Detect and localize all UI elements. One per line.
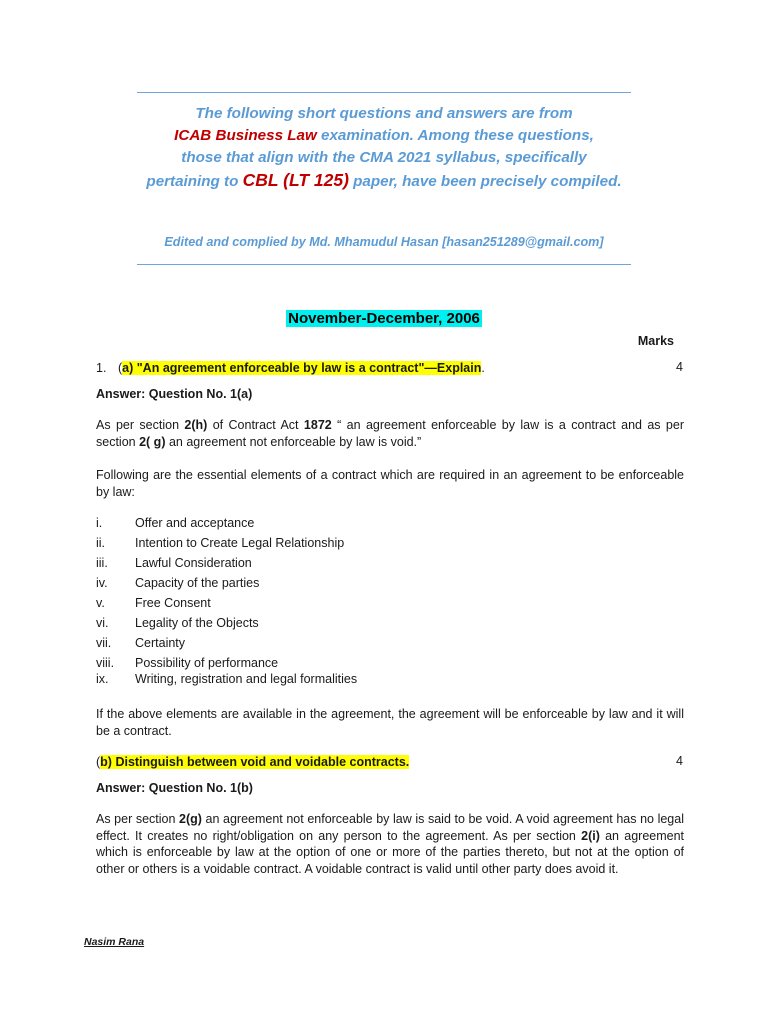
answer-1a-paragraph-1 (96, 417, 684, 450)
footer-author: Nasim Rana (84, 936, 145, 948)
question-1b (96, 754, 409, 771)
question-1b-text: b) Distinguish between void and voidable contracts. (100, 755, 410, 769)
answer-1a-paragraph-2: Following are the essential elements of a contract which are required in an agreement to be enforceable by law: (96, 468, 684, 499)
list-item-number: viii. (96, 656, 115, 670)
session-heading (0, 310, 768, 328)
question-1b-paren: ( (96, 755, 101, 769)
intro-line-3: those that align with the CMA 2021 syllabus, specifically (181, 149, 587, 166)
list-item-text: Offer and acceptance (135, 516, 255, 530)
text-run: an agreement not enforceable by law is void.” (165, 434, 422, 449)
edited-by-credit: Edited and complied by Md. Mhamudul Hasan [hasan251289@gmail.com] (164, 235, 604, 249)
question-1a-marks: 4 (676, 360, 683, 374)
list-item-number: iii. (96, 556, 108, 570)
question-1a (118, 360, 485, 377)
act-year: 1872 (303, 418, 332, 432)
list-item-text: Legality of the Objects (135, 616, 259, 630)
list-item-text: Capacity of the parties (135, 576, 260, 590)
intro-line-4-post: paper, have been precisely compiled. (348, 173, 622, 190)
session-label: November-December, 2006 (288, 310, 480, 327)
answer-1b-heading: Answer: Question No. 1(b) (96, 781, 253, 795)
intro-line-4-pre: pertaining to (146, 173, 243, 190)
marks-column-header: Marks (637, 334, 674, 348)
question-1a-period: . (481, 361, 485, 375)
list-item-number: vi. (96, 616, 109, 630)
section-ref: 2(g) (179, 812, 202, 826)
list-item-text: Lawful Consideration (135, 556, 252, 570)
list-item-number: iv. (96, 576, 108, 590)
intro-cbl-paper: CBL (LT 125) (242, 170, 349, 190)
question-number: 1. (96, 361, 107, 375)
text-run: an agreement not enforceable by law is said to be void. A void agreement has no legal effect. It creates no right/obligation on any person to the agreement. As per section (96, 812, 684, 843)
text-run: “ an agreement enforceable by law is a contract and as per section (96, 418, 685, 449)
list-item-text: Free Consent (135, 596, 211, 610)
answer-1b-paragraph-1 (96, 811, 684, 877)
text-run: As per section (96, 812, 180, 826)
list-item-number: ix. (96, 672, 109, 686)
list-item-text: Certainty (135, 636, 186, 650)
text-run: an agreement which is enforceable by law at the option of one or more of the parties thereto, but not at the option of other or others is a voidable contract. A voidable contract is valid until other party does avoid it. (96, 828, 685, 876)
section-ref: 2(h) (184, 418, 208, 432)
intro-line-2 (120, 125, 648, 147)
text-run: As per section (96, 418, 185, 432)
question-1a-text: a) "An agreement enforceable by law is a contract"—Explain (122, 361, 482, 375)
intro-line-1: The following short questions and answers are from (195, 105, 573, 122)
list-item-number: v. (96, 596, 105, 610)
question-1a-paren: ( (118, 361, 123, 375)
list-item-text: Writing, registration and legal formalities (135, 672, 358, 686)
list-item-number: vii. (96, 636, 112, 650)
answer-1a-paragraph-3: If the above elements are available in the agreement, the agreement will be enforceable by law and it will be a contract. (96, 707, 684, 738)
list-item-text: Intention to Create Legal Relationship (135, 536, 345, 550)
intro-icab-business-law: ICAB Business Law (174, 127, 317, 144)
section-ref: 2(i) (581, 828, 600, 843)
intro-line-4 (120, 169, 648, 193)
section-ref: 2( g) (139, 434, 166, 449)
list-item-number: i. (96, 516, 103, 530)
intro-line-2-rest: examination. Among these questions, (316, 127, 594, 144)
question-1b-marks: 4 (676, 754, 683, 768)
intro-block (120, 103, 648, 193)
bottom-divider (137, 264, 631, 265)
list-item-number: ii. (96, 536, 106, 550)
list-item-text: Possibility of performance (135, 656, 279, 670)
top-divider (137, 92, 631, 93)
text-run: of Contract Act (207, 418, 304, 432)
answer-1a-heading: Answer: Question No. 1(a) (96, 387, 253, 401)
